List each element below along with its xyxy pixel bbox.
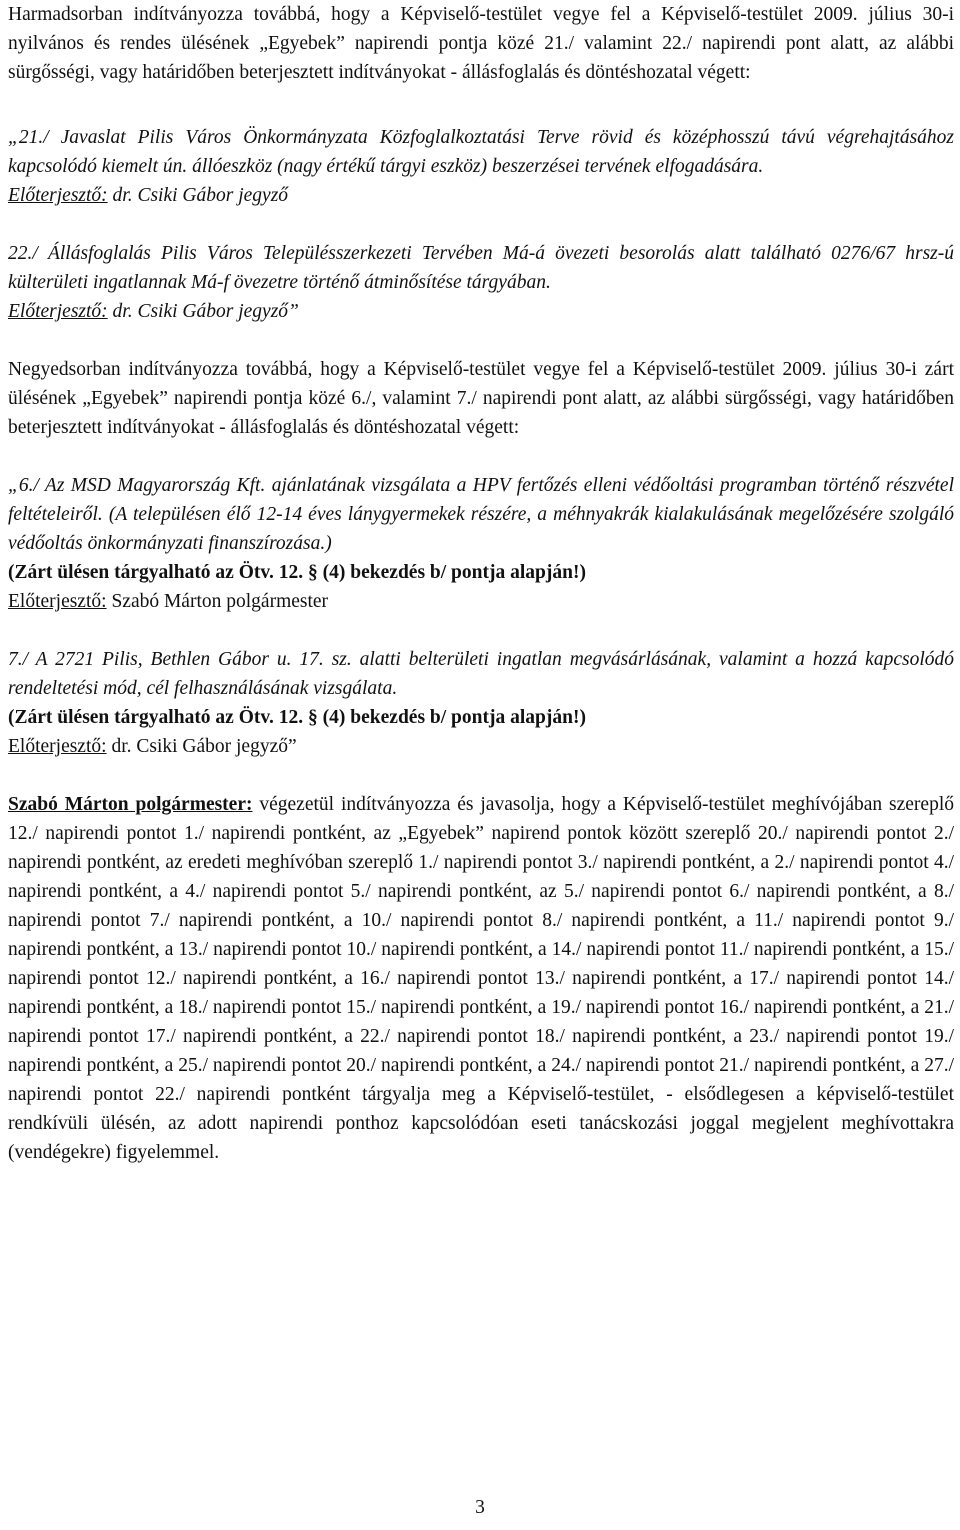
agenda-item-21-title: „21./ Javaslat Pilis Város Önkormányzata Közfoglalkoztatási Terve rövid és középhosszú távú végrehajtásához kapcsolódó kiemelt ún. állóeszköz (nagy értékű tárgyi eszköz) beszerzései tervének elfogadására. [8,127,954,177]
agenda-item-6 [8,471,954,616]
agenda-item-7-closed-session-note: (Zárt ülésen tárgyalható az Ötv. 12. § (4) bekezdés b/ pontja alapján!) [8,707,586,728]
spacer [8,616,954,645]
presenter-label: Előterjesztő: [8,736,107,757]
presenter-label: Előterjesztő: [8,591,107,612]
final-paragraph [8,790,954,1167]
agenda-item-7-presenter [8,732,954,761]
agenda-item-6-closed-session-note: (Zárt ülésen tárgyalható az Ötv. 12. § (4) bekezdés b/ pontja alapján!) [8,562,586,583]
presenter-label: Előterjesztő: [8,185,108,206]
intro-paragraph-2: Negyedsorban indítványozza továbbá, hogy a Képviselő-testület vegye fel a Képviselő-testület 2009. július 30-i zárt ülésének „Egyebek” napirendi pontja közé 6./, valamint 7./ napirendi pont alatt, az alábbi sürgősségi, vagy határidőben beterjesztett indítványokat - állásfoglalás és döntéshozatal végett: [8,359,954,438]
presenter-name: Szabó Márton polgármester [106,591,329,612]
agenda-item-22 [8,239,954,326]
presenter-name: dr. Csiki Gábor jegyző” [106,736,297,757]
spacer [8,442,954,471]
spacer [8,326,954,355]
speaker-name: Szabó Márton polgármester: [8,794,253,815]
intro-paragraph-1: Harmadsorban indítványozza továbbá, hogy a Képviselő-testület vegye fel a Képviselő-testület 2009. július 30-i nyilvános és rendes ülésének „Egyebek” napirendi pontja közé 21./ valamint 22./ napirendi pont alatt, az alábbi sürgősségi, vagy határidőben beterjesztett indítványokat - állásfoglalás és döntéshozatal végett: [8,4,954,83]
presenter-label: Előterjesztő: [8,301,108,322]
agenda-item-7 [8,645,954,761]
presenter-name: dr. Csiki Gábor jegyző” [107,301,299,322]
agenda-item-7-title: 7./ A 2721 Pilis, Bethlen Gábor u. 17. sz. alatti belterületi ingatlan megvásárlásának, valamint a hozzá kapcsolódó rendeltetési mód, cél felhasználásának vizsgálata. [8,649,954,699]
spacer [8,761,954,790]
presenter-name: dr. Csiki Gábor jegyző [107,185,289,206]
spacer [8,210,954,239]
agenda-item-22-title: 22./ Állásfoglalás Pilis Város Településszerkezeti Tervében Má-á övezeti besorolás alatt található 0276/67 hrsz-ú külterületi ingatlannak Má-f övezetre történő átminősítése tárgyában. [8,243,954,293]
page-number: 3 [475,1497,485,1518]
agenda-item-6-title: „6./ Az MSD Magyarország Kft. ajánlatának vizsgálata a HPV fertőzés elleni védőoltási programban történő részvétel feltételeiről. (A településen élő 12-14 éves lánygyermekek részére, a méhnyakrák kialakulásának megelőzésére szolgáló védőoltás önkormányzati finanszírozása.) [8,475,954,554]
agenda-item-21 [8,123,954,210]
spacer [8,87,954,123]
agenda-item-22-presenter [8,297,954,326]
final-paragraph-text: végezetül indítványozza és javasolja, hogy a Képviselő-testület meghívójában szereplő 12./ napirendi pontot 1./ napirendi pontként, az „Egyebek” napirend pontok között szereplő 20./ napirendi pontot 2./ napirendi pontként, az eredeti meghívóban szereplő 1./ napirendi pontot 3./ napirendi pontként, a 2./ napirendi pontot 4./ napirendi pontként, a 4./ napirendi pontot 5./ napirendi pontként, az 5./ napirendi pontot 6./ napirendi pontként, a 8./ napirendi pontot 7./ napirendi pontként, a 10./ napirendi pontot 8./ napirendi pontként, a 11./ napirendi pontot 9./ napirendi pontként, a 13./ napirendi pontot 10./ napirendi pontként, a 14./ napirendi pontot 11./ napirendi pontként, a 15./ napirendi pontot 12./ napirendi pontként, a 16./ napirendi pontot 13./ napirendi pontként, a 17./ napirendi pontot 14./ napirendi pontként, a 18./ napirendi pontot 15./ napirendi pontként, a 19./ napirendi pontot 16./ napirendi pontként, a 21./ napirendi pontot 17./ napirendi pontként, a 22./ napirendi pontot 18./ napirendi pontként, a 23./ napirendi pontot 19./ napirendi pontként, a 25./ napirendi pontot 20./ napirendi pontként, a 24./ napirendi pontot 21./ napirendi pontként, a 27./ napirendi pontot 22./ napirendi pontként tárgyalja meg a Képviselő-testület, - elsődlegesen a képviselő-testület rendkívüli ülésén, az adott napirendi ponthoz kapcsolódóan eseti tanácskozási joggal megjelent meghívottakra (vendégekre) figyelemmel. [8,794,954,1163]
agenda-item-21-presenter [8,181,954,210]
agenda-item-6-presenter [8,587,954,616]
document-page [8,0,954,1167]
